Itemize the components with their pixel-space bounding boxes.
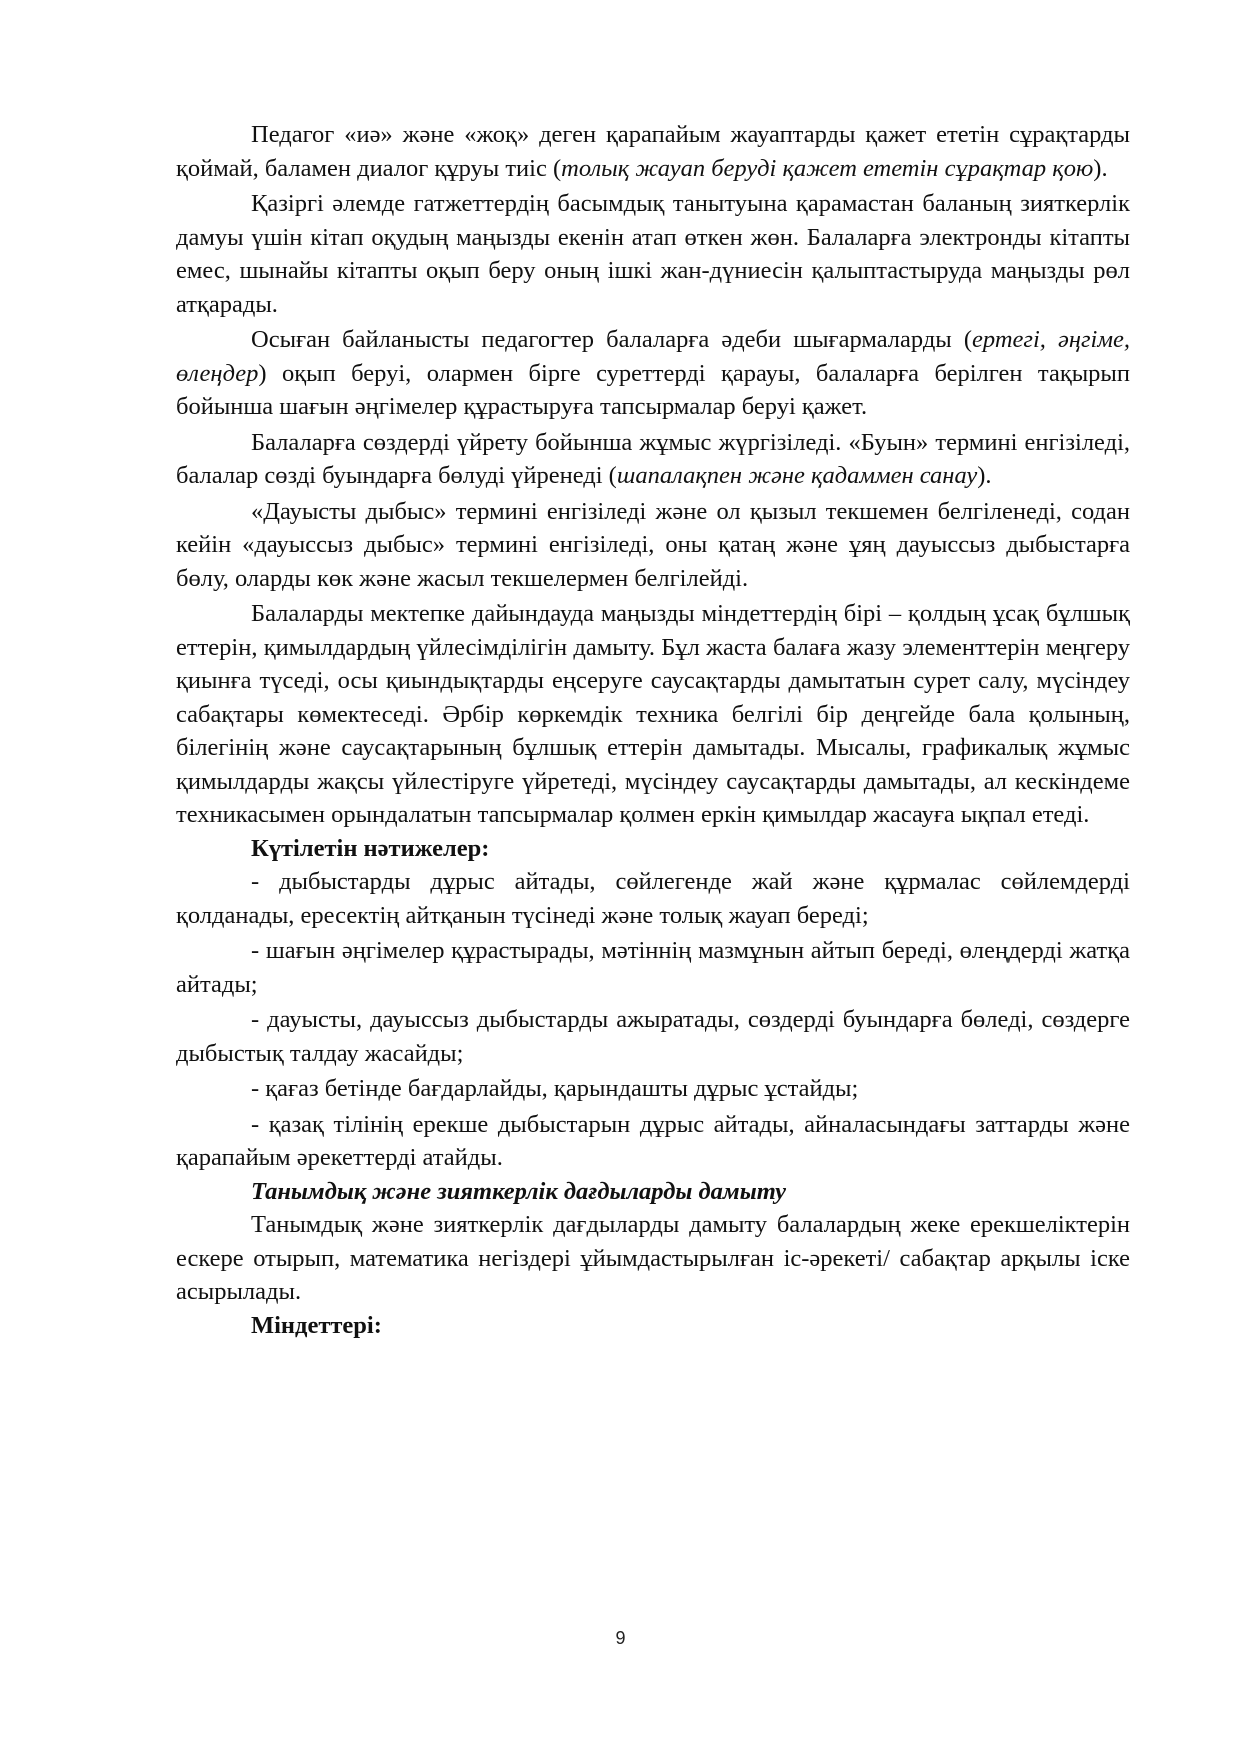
paragraph-italic-text: ертегі, әңгіме, өлеңдер [176, 326, 1131, 387]
paragraph-text: Педагог «иә» және «жоқ» деген қарапайым жауаптарды қажет ететін сұрақтарды қоймай, баламен диалог құруы тиіс ( [176, 121, 1130, 182]
paragraph-italic-text: шапалақпен және қадаммен санау [616, 462, 978, 489]
paragraph-vowels: «Дауысты дыбыс» термині енгізіледі және ол қызыл текшемен белгіленеді, содан кейін «дауыссыз дыбыс» термині енгізіледі, оны қатаң және ұяң дауыссыз дыбыстарға бөлу, оларды көк және жасыл текшелермен белгілейді. [176, 497, 1130, 592]
paragraph-gadgets: Қазіргі әлемде гатжеттердің басымдық танытуына қарамастан баланың зияткерлік дамуы үшін кітап оқудың маңызды екенін атап өткен жөн. Балаларға электронды кітапты емес, шынайы кітапты оқып беру оның ішкі жан-дүниесін қалыптастыруда маңызды рөл атқарады. [176, 190, 1130, 318]
paragraph-motor-skills: Балаларды мектепке дайындауда маңызды міндеттердің бірі – қолдың ұсақ бұлшық еттерін, қимылдардың үйлесімділігін дамыту. Бұл жаста балаға жазу элементтерін меңгеру қиынға түседі, осы қиындықтарды еңсеруге саусақтарды дамытатын сурет салу, мүсіндеу сабақтары көмектеседі. Әрбір көркемдік техника белгілі бір деңгейде бала қолының, білегінің және саусақтарының бұлшық еттерін дамытады. Мысалы, графикалық жұмыс қимылдарды жақсы үйлестіруге үйретеді, мүсіндеу саусақтарды дамытады, ал кескіндеме техникасымен орындалатын тапсырмалар қолмен еркін қимылдар жасауға ықпал етеді. [176, 600, 1130, 828]
result-item: - шағын әңгімелер құрастырады, мәтіннің мазмұнын айтып береді, өлеңдерді жатқа айтады; [176, 937, 1130, 998]
paragraph-text: ). [977, 462, 992, 489]
result-item: - қазақ тілінің ерекше дыбыстарын дұрыс айтады, айналасындағы заттарды және қарапайым әрекеттерді атайды. [176, 1110, 1130, 1171]
paragraph-text: ) оқып беруі, олармен бірге суреттерді қарауы, балаларға берілген тақырып бойынша шағын әңгімелер құрастыруға тапсырмалар беруі қажет. [176, 359, 1130, 420]
section-heading: Танымдық және зияткерлік дағдыларды дамыту [251, 1177, 787, 1205]
page-number: 9 [615, 1628, 626, 1648]
paragraph-literature [176, 323, 1130, 424]
tasks-heading: Міндеттері: [251, 1311, 382, 1339]
paragraph-dialog [176, 118, 1130, 185]
result-item: - дауысты, дауыссыз дыбыстарды ажыратады, сөздерді буындарға бөледі, сөздерге дыбыстық талдау жасайды; [176, 1006, 1130, 1067]
paragraph-text: Балаларға сөздерді үйрету бойынша жұмыс жүргізіледі. «Буын» термині енгізіледі, балалар сөзді буындарға бөлуді үйренеді ( [176, 428, 1130, 489]
paragraph-text: ). [1093, 154, 1108, 182]
document-body [176, 118, 1130, 1342]
paragraph-text: Осыған байланысты педагогтер балаларға әдеби шығармаларды ( [251, 326, 973, 353]
section-paragraph: Танымдық және зияткерлік дағдыларды дамыту балалардың жеке ерекшеліктерін ескере отырып, математика негіздері ұйымдастырылған іс-әрекеті/ сабақтар арқылы іске асырылады. [176, 1211, 1130, 1305]
result-item: - дыбыстарды дұрыс айтады, сөйлегенде жай және құрмалас сөйлемдерді қолданады, ересектің айтқанын түсінеді және толық жауап береді; [176, 868, 1130, 929]
paragraph-italic-text: толық жауап беруді қажет ететін сұрақтар қою [561, 154, 1094, 182]
result-item: - қағаз бетінде бағдарлайды, қарындашты дұрыс ұстайды; [251, 1075, 859, 1102]
paragraph-syllables [176, 426, 1130, 493]
expected-results-heading: Күтілетін нәтижелер: [251, 834, 490, 862]
